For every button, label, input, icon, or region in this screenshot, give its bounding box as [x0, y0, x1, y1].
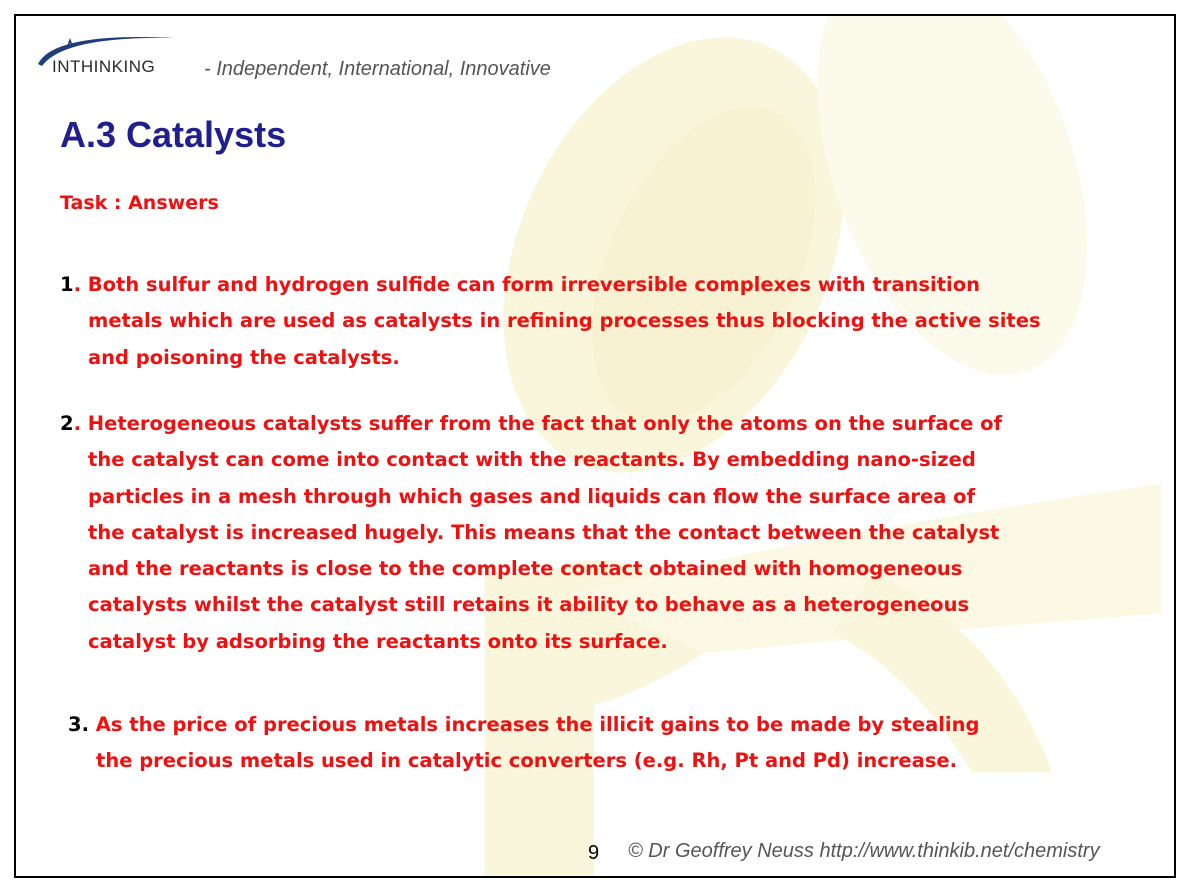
answer-line: and poisoning the catalysts. [88, 345, 400, 369]
answer-line: metals which are used as catalysts in refining processes thus blocking the active sites [88, 309, 1041, 333]
answer-line: 3. As the price of precious metals increases the illicit gains to be made by stealing [68, 713, 980, 736]
answer-line: 1. Both sulfur and hydrogen sulfide can form irreversible complexes with transition [60, 273, 981, 296]
answer-number: 2 [60, 412, 74, 435]
copyright-text: © Dr Geoffrey Neuss http://www.thinkib.net/chemistry [628, 840, 1100, 862]
answer-number: 3. [68, 713, 89, 736]
answer-line: the precious metals used in catalytic converters (e.g. Rh, Pt and Pd) increase. [96, 749, 958, 773]
answer-line: the catalyst can come into contact with the reactants. By embedding nano-sized [88, 448, 976, 472]
page-title: A.3 Catalysts [60, 114, 287, 155]
answer-1 [60, 267, 1041, 376]
answer-3 [68, 707, 979, 780]
answer-number: 1 [60, 273, 74, 296]
answer-2 [60, 406, 1002, 660]
answer-line: 2. Heterogeneous catalysts suffer from the fact that only the atoms on the surface of [60, 412, 1003, 435]
page-number: 9 [588, 842, 600, 864]
logo-text: INTHINKING [52, 57, 156, 76]
answer-line: catalysts whilst the catalyst still retains it ability to behave as a heterogeneous [88, 593, 970, 617]
answer-line: the catalyst is increased hugely. This means that the contact between the catalyst [88, 520, 1000, 544]
tagline: - Independent, International, Innovative [204, 58, 551, 80]
subtitle: Task : Answers [60, 192, 219, 214]
answer-line: particles in a mesh through which gases and liquids can flow the surface area of [88, 484, 976, 508]
slide [14, 14, 1176, 878]
answer-line: and the reactants is close to the complete contact obtained with homogeneous [88, 557, 963, 581]
answer-line: catalyst by adsorbing the reactants onto its surface. [88, 629, 668, 653]
